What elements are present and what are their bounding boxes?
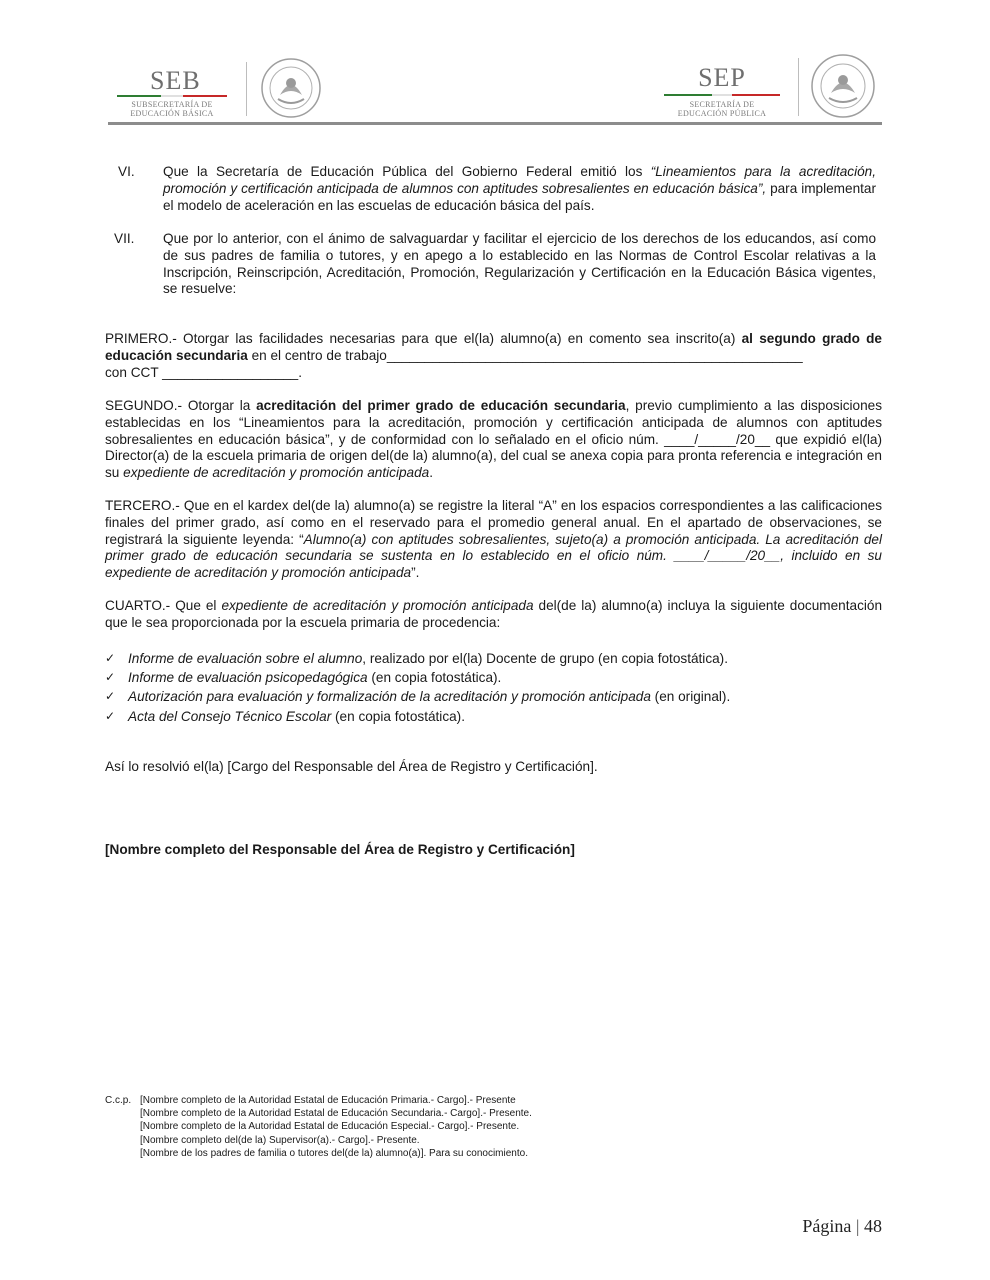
item-number: VII. [114, 231, 135, 246]
ccp-line: [Nombre completo del(de la) Supervisor(a).- Cargo].- Presente. [140, 1134, 420, 1146]
list-item-text: (en copia fotostática). [331, 708, 465, 724]
ccp-line: [Nombre completo de la Autoridad Estatal de Educación Secundaria.- Cargo].- Presente. [140, 1108, 532, 1120]
tercero-text: TERCERO.- Que en el kardex del(de la) alumno(a) se registre la literal “A” en los espacios correspondientes a las calificaciones finales del primer grado, así como en el reservado para el promedio general anual. En el apartado de observaciones, se registrará la siguiente leyenda: “ [105, 498, 882, 547]
list-item-text: (en copia fotostática). [367, 670, 502, 686]
tercero-italic: Alumno(a) con aptitudes sobresalientes, sujeto(a) a promoción anticipada. La acreditación del primer grado de educación secundaria se sustenta en lo establecido en el oficio núm. ____/_____/20__, incluido en su expediente de acreditación y promoción anticipada [105, 531, 882, 581]
ccp-label: C.c.p. [105, 1095, 132, 1106]
ccp-lines [140, 1094, 532, 1160]
primero-text: en el centro de trabajo_______________________________________________________ [247, 347, 803, 363]
header-rule [108, 122, 882, 125]
resolutivo-tercero [105, 498, 882, 582]
tercero-text: ”. [411, 565, 420, 581]
segundo-bold: acreditación del primer grado de educación secundaria [256, 398, 626, 413]
list-item [105, 707, 882, 726]
primero-cct: con CCT __________________. [105, 364, 303, 380]
mexico-seal-icon [810, 53, 876, 119]
resolutivo-segundo [105, 398, 882, 482]
seb-logo-subtitle [122, 100, 222, 118]
list-item-italic: Autorización para evaluación y formalización de la acreditación y promoción anticipada [128, 689, 651, 705]
item-text [163, 164, 876, 214]
page-footer [802, 1216, 882, 1237]
ccp-line: [Nombre completo de la Autoridad Estatal de Educación Especial.- Cargo].- Presente. [140, 1121, 520, 1133]
primero-bold: al segundo grado de educación secundaria [105, 331, 882, 363]
ccp-line: [Nombre completo de la Autoridad Estatal de Educación Primaria.- Cargo].- Presente [140, 1095, 516, 1106]
seb-logo-abbr: SEB [150, 66, 201, 95]
seb-flag-line-red [183, 95, 227, 97]
document-checklist [105, 649, 882, 726]
page-number: 48 [864, 1216, 882, 1236]
signature-name: [Nombre completo del Responsable del Área de Registro y Certificación] [105, 842, 575, 857]
segundo-text: . [429, 465, 433, 481]
cuarto-italic: expediente de acreditación y promoción anticipada [221, 598, 534, 613]
sep-divider [798, 58, 799, 116]
list-item-italic: Acta del Consejo Técnico Escolar [128, 708, 332, 724]
sep-subtitle-line2: EDUCACIÓN PÚBLICA [677, 109, 767, 118]
seb-divider [246, 62, 247, 116]
item-text-plain: Que la Secretaría de Educación Pública del Gobierno Federal emitió los [163, 164, 651, 179]
list-item-text: (en original). [650, 689, 731, 705]
checkmark-icon: ✓ [105, 670, 116, 685]
primero-text: PRIMERO.- Otorgar las facilidades necesarias para que el(la) alumno(a) en comento sea inscrito(a) [105, 331, 742, 346]
sep-subtitle-line1: SECRETARÍA DE [689, 100, 755, 109]
resolution-statement: Así lo resolvió el(la) [Cargo del Responsable del Área de Registro y Certificación]. [105, 759, 598, 774]
cuarto-text: CUARTO.- Que el [105, 598, 222, 613]
checkmark-icon: ✓ [105, 651, 116, 665]
item-text [163, 231, 876, 298]
item-text-italic: “Lineamientos para la acreditación, promoción y certificación anticipada de alumnos con aptitudes sobresalientes en educación básica”, [163, 164, 876, 196]
sep-flag-line-green [664, 94, 712, 96]
sep-logo-subtitle [672, 100, 772, 118]
item-text-plain: para implementar el modelo de aceleración en las escuelas de educación básica del país. [163, 180, 876, 213]
cuarto-text: del(de la) alumno(a) incluya la siguiente documentación que le sea proporcionada por la escuela primaria de procedencia: [105, 598, 883, 630]
list-item [105, 687, 882, 706]
list-item-italic: Informe de evaluación psicopedagógica [128, 670, 368, 686]
list-item [105, 668, 882, 687]
seb-subtitle-line1: SUBSECRETARÍA DE [131, 100, 213, 109]
resolutivo-primero [105, 331, 882, 381]
list-item-text: , realizado por el(la) Docente de grupo (en copia fotostática). [362, 651, 728, 666]
seb-flag-line-green [117, 95, 161, 97]
sep-logo-abbr: SEP [698, 63, 746, 92]
segundo-italic: expediente de acreditación y promoción anticipada [123, 465, 430, 481]
page-label: Página [802, 1216, 852, 1236]
segundo-text: , previo cumplimiento a las disposiciones establecidas en los “Lineamientos para la acreditación, promoción y certificación anticipada de alumnos con aptitudes sobresalientes en educación básica”, y de conformidad con lo señalado en el oficio núm. ____/_____/20__ que expidió el(la) Director(a) de la escuela primaria de origen del(de la) alumno(a), del cual se anexa copia para pronta referencia e integración en su [105, 398, 883, 481]
checkmark-icon: ✓ [105, 689, 116, 704]
sep-flag-line-red [732, 94, 780, 96]
page-separator: | [855, 1216, 860, 1236]
seb-subtitle-line2: EDUCACIÓN BÁSICA [130, 109, 214, 118]
list-item-italic: Informe de evaluación sobre el alumno [128, 651, 363, 666]
ccp-line: [Nombre de los padres de familia o tutores del(de la) alumno(a)]. Para su conocimiento. [140, 1147, 528, 1159]
resolutivo-cuarto [105, 598, 882, 632]
checkmark-icon: ✓ [105, 708, 116, 723]
mexico-seal-icon [260, 57, 322, 119]
item-number: VI. [118, 164, 135, 179]
sep-flag-line-white [712, 94, 732, 96]
segundo-text: SEGUNDO.- Otorgar la [105, 398, 257, 413]
seb-flag-line-white [161, 95, 183, 97]
item-text-plain: Que por lo anterior, con el ánimo de salvaguardar y facilitar el ejercicio de los derechos de los educandos, así como de sus padres de familia o tutores, y en apego a lo establecido en las Normas de Control Escolar relativas a la Inscripción, Reinscripción, Acreditación, Promoción, Regularización y Certificación en la Educación Básica vigentes, se resuelve: [163, 231, 876, 297]
list-item [105, 649, 882, 668]
